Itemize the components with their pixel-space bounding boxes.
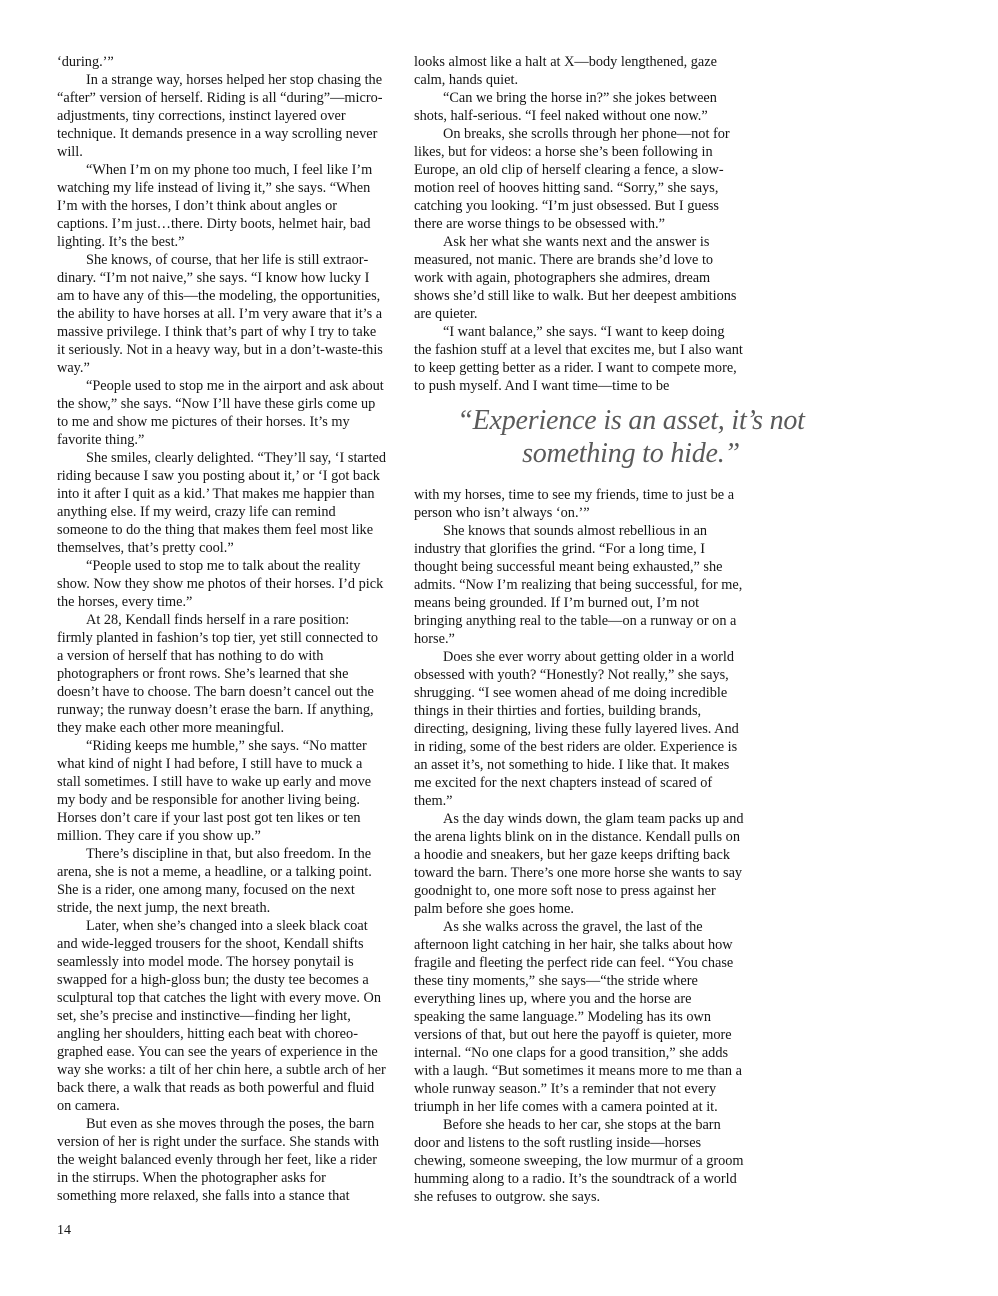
paragraph: As the day winds down, the glam team packs up and the arena lights blink on in the distance. Kendall pulls on a hoodie and sneakers, but her gaze keeps drifting back toward the barn. There’s one more horse she wants to say goodnight to, one more soft nose to press against her palm before she goes home. [414, 811, 744, 917]
paragraph: Does she ever worry about getting older in a world obsessed with youth? “Honestly? Not really,” she says, shrugging. “I see women ahead of me doing incredible things in their thirties and forties, building brands, directing, designing, living these fully layered lives. And in riding, some of the best riders are older. Experience is an asset it’s, not something to hide. I like that. It makes me excited for the next chapters instead of scared of them.” [414, 649, 739, 809]
article-column-left [57, 53, 387, 1205]
paragraph: But even as she moves through the poses, the barn version of her is right under the surface. She stands with the weight balanced evenly through her feet, like a rider in the stirrups. When the photographer asks for something more relaxed, she falls into a stance that [57, 1116, 380, 1204]
paragraph: She knows that sounds almost rebellious in an industry that glorifies the grind. “For a long time, I thought being successful meant being exhausted,” she admits. “Now I’m realizing that being successful, for me, means being grounded. If I’m burned out, I’m not bringing anything real to the table—on a runway or on a horse.” [414, 523, 743, 647]
paragraph: She knows, of course, that her life is still extraordinary. “I’m not naive,” she says. “I know how lucky I am to have any of this—the modeling, the opportunities, the ability to have horses at all. I’m very aware that it’s a massive privilege. I think that’s part of why I try to take it seriously. Not in a heavy way, but in a don’t-waste-this way.” [57, 252, 383, 376]
paragraph: “People used to stop me in the airport and ask about the show,” she says. “Now I’ll have these girls come up to me and show me pictures of their horses. It’s my favorite thing.” [57, 378, 384, 448]
paragraph: “People used to stop me to talk about the reality show. Now they show me photos of their horses. I’d pick the horses, every time.” [57, 558, 384, 610]
pull-quote: “Experience is an asset, it’s not something to hide.” [457, 405, 805, 469]
paragraph: ‘during.’” [57, 54, 114, 70]
paragraph: There’s discipline in that, but also freedom. In the arena, she is not a meme, a headline, or a talking point. She is a rider, one among many, focused on the next stride, the next jump, the next breath. [57, 846, 372, 916]
paragraph: Later, when she’s changed into a sleek black coat and wide-legged trousers for the shoot, Kendall shifts seamlessly into model mode. The horsey ponytail is swapped for a high-gloss bun; the dusty tee becomes a sculptural top that catches the light with every move. On set, she’s precise and instinctive—finding her light, angling her shoulders, hitting each beat with choreographed ease. You can see the years of experience in the way she works: a tilt of her chin here, a subtle arch of her back there, a walk that reads as both powerful and fluid on camera. [57, 918, 386, 1114]
paragraph: As she walks across the gravel, the last of the afternoon light catching in her hair, she talks about how fragile and fleeting the perfect ride can feel. “You chase these tiny moments,” she says—“the stride where everything lines up, where you and the horse are speaking the same language.” Modeling has its own versions of that, but out here the payoff is quieter, more internal. “No one claps for a good transition,” she adds with a laugh. “But sometimes it means more to me than a whole runway season.” It’s a reminder that not every triumph in her life comes with a camera pointed at it. [414, 919, 742, 1115]
page-number: 14 [57, 1223, 71, 1238]
paragraph: On breaks, she scrolls through her phone—not for likes, but for videos: a horse she’s been following in Europe, an old clip of herself clearing a fence, a slow-motion reel of hooves hitting sand. “Sorry,” she says, catching you looking. “I’m just obsessed. But I guess there are worse things to be obsessed with.” [414, 126, 730, 232]
paragraph: “Can we bring the horse in?” she jokes between shots, half-serious. “I feel naked without one now.” [414, 90, 717, 124]
paragraph: Ask her what she wants next and the answer is measured, not manic. There are brands she’d love to work with again, photographers she admires, dream shows she’d still like to walk. But her deepest ambitions are quieter. [414, 234, 737, 322]
article-column-right-bottom [414, 486, 744, 1206]
paragraph: “I want balance,” she says. “I want to keep doing the fashion stuff at a level that excites me, but I also want to keep getting better as a rider. I want to compete more, to push myself. And I want time—time to be [414, 324, 743, 394]
paragraph: “Riding keeps me humble,” she says. “No matter what kind of night I had before, I still have to muck a stall sometimes. I still have to wake up early and move my body and be responsible for another living being. Horses don’t care if your last post got ten likes or ten million. They care if you show up.” [57, 738, 372, 844]
paragraph: At 28, Kendall finds herself in a rare position: firmly planted in fashion’s top tier, yet still connected to a version of herself that has nothing to do with photographers or front rows. She’s learned that she doesn’t have to choose. The barn doesn’t cancel out the runway; the runway doesn’t erase the barn. If anything, they make each other more meaningful. [57, 612, 379, 736]
paragraph: “When I’m on my phone too much, I feel like I’m watching my life instead of living it,” she says. “When I’m with the horses, I don’t think about angles or captions. I’m just…there. Dirty boots, helmet hair, bad lighting. It’s the best.” [57, 162, 373, 250]
paragraph: with my horses, time to see my friends, time to just be a person who isn’t always ‘on.’” [414, 487, 735, 521]
paragraph: Before she heads to her car, she stops at the barn door and listens to the soft rustling inside—horses chewing, someone sweeping, the low murmur of a groom humming along to a radio. It’s the soundtrack of a world she refuses to outgrow. she says. [414, 1117, 744, 1205]
paragraph: She smiles, clearly delighted. “They’ll say, ‘I started riding because I saw you posting about it,’ or ‘I got back into it after I quit as a kid.’ That makes me happier than anything else. If my weird, crazy life can remind someone to do the thing that makes them feel most like themselves, that’s pretty cool.” [57, 450, 387, 556]
paragraph: In a strange way, horses helped her stop chasing the “after” version of herself. Riding is all “during”—micro-adjustments, tiny corrections, instinct layered over technique. It demands presence in a way scrolling never will. [57, 72, 383, 160]
article-column-right-top [414, 53, 744, 395]
paragraph: looks almost like a halt at X—body lengthened, gaze calm, hands quiet. [414, 54, 717, 88]
